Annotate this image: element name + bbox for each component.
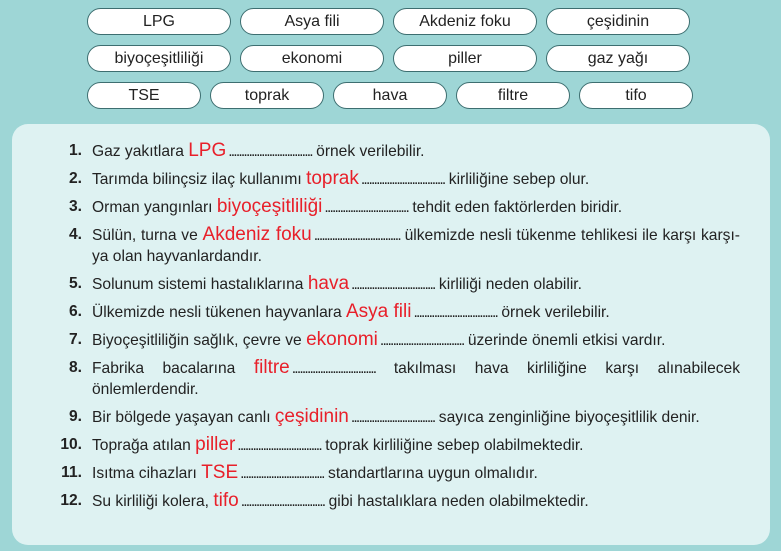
text-before: Solunum sistemi hastalıklarına xyxy=(92,276,308,293)
word-bank-row xyxy=(87,82,697,109)
filled-answer[interactable]: tifo xyxy=(213,490,239,511)
word-chip[interactable]: TSE xyxy=(87,82,201,109)
text-before: Bir bölgede yaşayan canlı xyxy=(92,409,275,426)
question-item xyxy=(40,434,740,456)
filled-answer[interactable]: toprak xyxy=(306,168,359,189)
question-item xyxy=(40,301,740,323)
word-chip[interactable]: biyoçeşitliliği xyxy=(87,45,231,72)
filled-answer[interactable]: piller xyxy=(195,434,236,455)
text-after: takılması hava kirliliğine karşı alınabilecek önlemlerdendir. xyxy=(92,360,741,398)
text-after: üzerinde önemli etkisi vardır. xyxy=(463,332,666,349)
word-chip[interactable]: çeşidinin xyxy=(546,8,690,35)
text-before: Fabrika bacalarına xyxy=(92,360,254,377)
question-item xyxy=(40,273,740,295)
question-text xyxy=(92,301,740,323)
question-number: 3. xyxy=(68,198,82,215)
question-text xyxy=(92,140,740,162)
question-text xyxy=(92,329,740,351)
question-text xyxy=(92,224,740,267)
word-chip[interactable]: piller xyxy=(393,45,537,72)
word-bank xyxy=(87,8,697,119)
text-before: Orman yangınları xyxy=(92,199,217,216)
question-number: 7. xyxy=(68,331,82,348)
text-before: Toprağa atılan xyxy=(92,437,196,454)
filled-answer[interactable]: hava xyxy=(307,273,350,294)
text-after: standartlarına uygun olmalıdır. xyxy=(323,465,538,482)
word-chip[interactable]: hava xyxy=(333,82,447,109)
text-before: Biyoçeşitliliğin sağlık, çevre ve xyxy=(92,332,307,349)
question-text xyxy=(92,490,740,512)
text-before: Gaz yakıtlara xyxy=(92,143,189,160)
text-after: sayıca zenginliğine biyoçeşitlilik denir. xyxy=(434,409,700,426)
filled-answer[interactable]: filtre xyxy=(253,357,290,378)
blank-dots: ................................. xyxy=(351,276,435,293)
text-before: Isıtma cihazları xyxy=(92,465,202,482)
text-after: tehdit eden faktörlerden biridir. xyxy=(408,199,623,216)
question-number: 2. xyxy=(68,170,82,187)
text-after: kirliliğine sebep olur. xyxy=(444,171,590,188)
question-item xyxy=(40,224,740,267)
question-text xyxy=(92,196,740,218)
blank-dots: ................................. xyxy=(324,199,408,216)
filled-answer[interactable]: LPG xyxy=(188,140,227,161)
question-text xyxy=(92,462,740,484)
question-text xyxy=(92,168,740,190)
question-item xyxy=(40,196,740,218)
question-text xyxy=(92,406,740,428)
blank-dots: ................................. xyxy=(379,332,464,349)
question-item xyxy=(40,462,740,484)
word-chip[interactable]: toprak xyxy=(210,82,324,109)
word-chip[interactable]: LPG xyxy=(87,8,231,35)
blank-dots: ................................. xyxy=(237,437,321,454)
question-number: 4. xyxy=(68,226,82,243)
question-number: 5. xyxy=(68,275,82,292)
blank-dots: ................................. xyxy=(350,409,435,426)
text-before: Su kirliliği kolera, xyxy=(92,493,214,510)
question-item xyxy=(40,329,740,351)
word-chip[interactable]: Asya fili xyxy=(240,8,384,35)
question-text xyxy=(92,434,740,456)
word-bank-row xyxy=(87,8,697,35)
filled-answer[interactable]: çeşidinin xyxy=(274,406,349,427)
filled-answer[interactable]: Akdeniz foku xyxy=(202,224,312,245)
text-after: örnek verilebilir. xyxy=(497,304,610,321)
filled-answer[interactable]: biyoçeşitliliği xyxy=(216,196,323,217)
blank-dots: ................................. xyxy=(291,360,376,377)
blank-dots: ................................. xyxy=(240,493,325,510)
word-chip[interactable]: tifo xyxy=(579,82,693,109)
blank-dots: ................................. xyxy=(228,143,312,160)
filled-answer[interactable]: Asya fili xyxy=(345,301,412,322)
question-number: 6. xyxy=(68,303,82,320)
question-item xyxy=(40,357,740,400)
question-item xyxy=(40,406,740,428)
text-after: toprak kirliliğine sebep olabilmektedir. xyxy=(320,437,584,454)
text-before: Sülün, turna ve xyxy=(92,227,203,244)
word-chip[interactable]: Akdeniz foku xyxy=(393,8,537,35)
filled-answer[interactable]: ekonomi xyxy=(306,329,378,350)
filled-answer[interactable]: TSE xyxy=(201,462,239,483)
blank-dots: ................................. xyxy=(413,304,498,321)
question-number: 8. xyxy=(68,359,82,376)
word-chip[interactable]: filtre xyxy=(456,82,570,109)
word-chip[interactable]: ekonomi xyxy=(240,45,384,72)
blank-dots: ................................. xyxy=(240,465,324,482)
text-before: Tarımda bilinçsiz ilaç kullanımı xyxy=(92,171,307,188)
question-list xyxy=(40,140,740,518)
question-number: 10. xyxy=(60,436,82,453)
question-number: 1. xyxy=(68,142,82,159)
question-number: 11. xyxy=(61,464,82,481)
question-text xyxy=(92,357,740,400)
text-after: gibi hastalıklara neden olabilmektedir. xyxy=(324,493,589,510)
question-number: 9. xyxy=(68,408,82,425)
question-number: 12. xyxy=(60,492,82,509)
question-text xyxy=(92,273,740,295)
word-chip[interactable]: gaz yağı xyxy=(546,45,690,72)
text-after: kirliliği neden olabilir. xyxy=(434,276,582,293)
blank-dots: ................................. xyxy=(360,171,445,188)
text-before: Ülkemizde nesli tükenen hayvanlara xyxy=(92,304,346,321)
blank-dots: .................................. xyxy=(313,227,400,244)
text-after: ülkemizde nesli tükenme tehlikesi ile karşı karşı-ya olan hayvanlardandır. xyxy=(92,227,740,265)
text-after: örnek verilebilir. xyxy=(311,143,425,160)
question-item xyxy=(40,490,740,512)
word-bank-row xyxy=(87,45,697,72)
question-item xyxy=(40,168,740,190)
question-item xyxy=(40,140,740,162)
